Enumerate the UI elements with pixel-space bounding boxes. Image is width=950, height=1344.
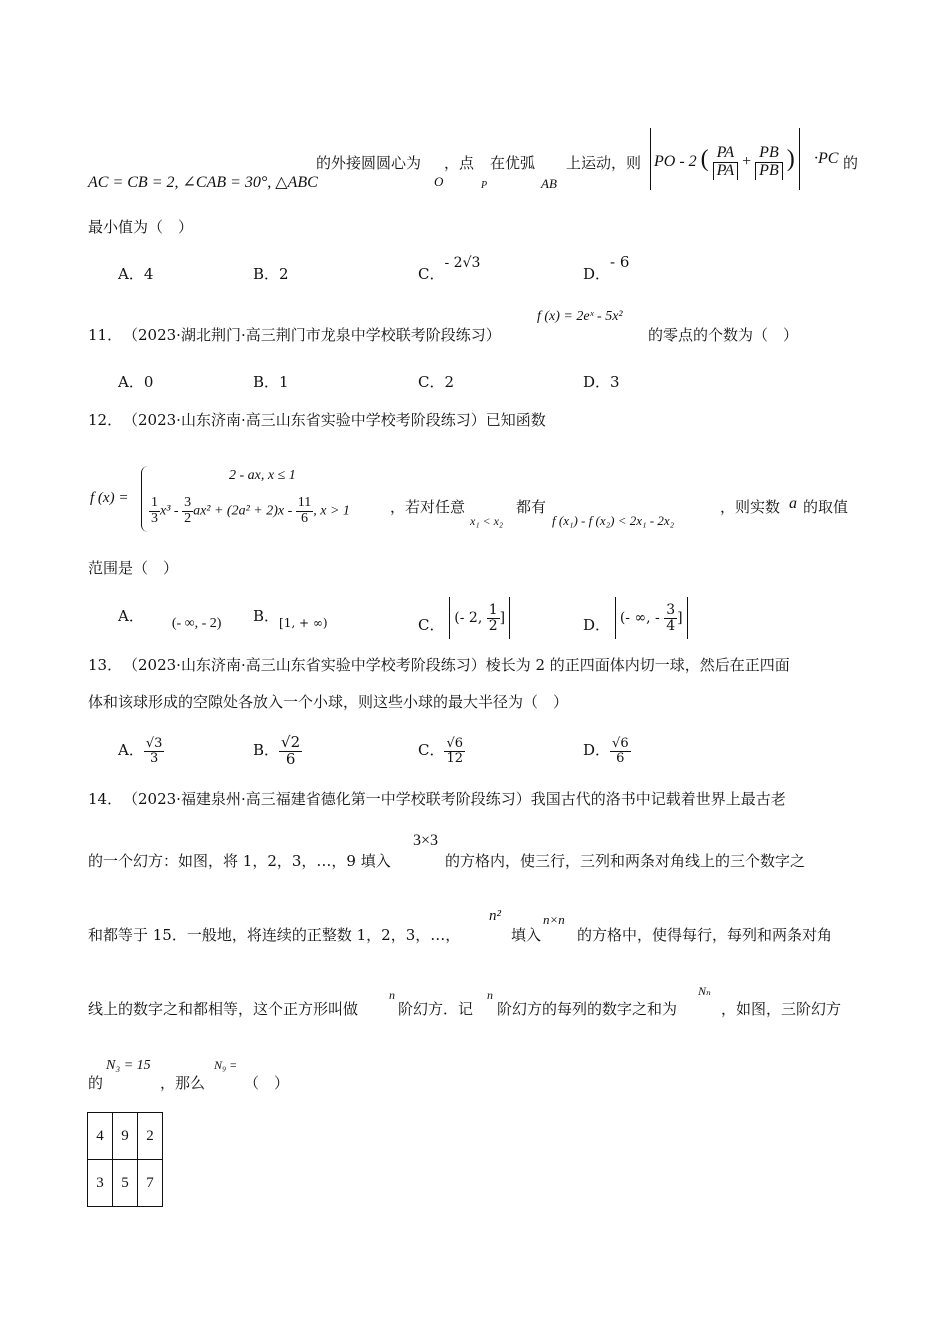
q12-var-a: a: [789, 495, 797, 512]
q12-text-4: 的取值: [803, 498, 849, 516]
q10-line-2: 最小值为（ ）: [88, 218, 194, 236]
q10-text-3: 在优弧: [490, 154, 536, 172]
q14-N-9: N₉ =: [214, 1058, 238, 1072]
q10-option-d[interactable]: D．- 6: [583, 253, 630, 283]
table-cell: 2: [138, 1113, 163, 1160]
q13-line-1: （2023·山东济南·高三山东省实验中学校考阶段练习）棱长为 2 的正四面体内切一球，然后在正四面: [123, 656, 790, 674]
q12-source: （2023·山东济南·高三山东省实验中学校考阶段练习）已知函数: [123, 411, 546, 429]
q14-line-1: （2023·福建泉州·高三福建省德化第一中学校联考阶段练习）我国古代的洛书中记载着世界上最古老: [123, 790, 786, 808]
q12-case-2: $\frac{1}{3}$ x³ - $\frac{3}{2}$ ax² + (2a² + 2)x - $\frac{11}{6}$ , x > 1: [151, 495, 350, 526]
q12-option-d[interactable]: D． (- ∞, - $\frac{3}{4}$ ]: [583, 605, 688, 647]
q12-line-2: 范围是（ ）: [88, 559, 179, 577]
q13-line-2: 体和该球形成的空隙处各放入一个小球，则这些小球的最大半径为（ ）: [88, 693, 569, 711]
q14-line-4a: 线上的数字之和都相等，这个正方形叫做: [88, 1000, 359, 1018]
q11-text: 的零点的个数为（ ）: [648, 326, 799, 344]
q10-expr-plus: +: [742, 153, 752, 170]
q12-number: 12．: [88, 411, 123, 429]
q11-source: （2023·湖北荆门·高三荆门市龙泉中学校联考阶段练习）: [123, 326, 501, 344]
magic-square-table: [87, 1112, 163, 1207]
q10-option-b[interactable]: B．2: [253, 265, 289, 283]
q14-line-4d: ，如图，三阶幻方: [721, 1000, 842, 1018]
q11-option-d[interactable]: D．3: [583, 373, 620, 391]
q14-N-3: N₃ = 15: [106, 1058, 151, 1073]
q10-text-5: 的: [843, 154, 859, 172]
q10-text-1: 的外接圆圆心为: [316, 154, 422, 172]
q14-n-squared: n²: [489, 908, 501, 924]
q11-option-c[interactable]: C．2: [418, 373, 455, 391]
q14-n-2: n: [487, 988, 493, 1002]
q10-expr-po: PO - 2: [654, 153, 697, 170]
q13-option-c[interactable]: C． $\frac{√6}{12}$: [418, 735, 464, 766]
q10-text-4: 上运动，则: [566, 154, 642, 172]
q10-vector-expression: PO - 2 ( $\frac{PA}{PA}$ + $\frac{PB}{PB}$ ): [650, 128, 800, 190]
q12-inequality: f (x₁) - f (x₂) < 2x₁ - 2x₂: [552, 513, 675, 528]
q11-number: 11．: [88, 326, 123, 344]
table-cell: 9: [113, 1113, 138, 1160]
q10-expr-pa: PA: [713, 145, 738, 163]
q10-arc-ab: AB: [541, 176, 557, 191]
q10-option-c[interactable]: C．- 2√3: [418, 255, 481, 283]
q12-option-a[interactable]: A． (- ∞, - 2): [118, 607, 222, 631]
q13-number: 13．: [88, 656, 123, 674]
table-row: [88, 1160, 163, 1207]
q11-option-a[interactable]: A．0: [118, 373, 154, 391]
q14-line-5a: 的: [88, 1074, 104, 1092]
q14-n-by-n: n×n: [543, 912, 565, 927]
table-cell: 3: [88, 1160, 113, 1207]
q10-expr-pb: PB: [755, 145, 783, 163]
q13-option-d[interactable]: D． $\frac{√6}{6}$: [583, 735, 629, 766]
q10-condition: AC = CB = 2, ∠CAB = 30°, △ABC: [88, 174, 318, 191]
q14-grid-3x3: 3×3: [413, 832, 439, 849]
table-cell: 5: [113, 1160, 138, 1207]
q14-line-5b: ，那么: [160, 1074, 206, 1092]
q12-text-2: 都有: [516, 498, 547, 516]
q12-case-1: 2 - ax, x ≤ 1: [229, 468, 296, 483]
q10-text-2: ，点: [444, 154, 475, 172]
q14-line-3a: 和都等于 15．一般地，将连续的正整数 1，2，3，…，: [88, 926, 461, 944]
q14-line-2a: 的一个幻方：如图，将 1，2，3，…，9 填入: [88, 852, 391, 870]
q14-line-3c: 的方格中，使得每行，每列和两条对角: [577, 926, 833, 944]
q10-expr-pc: ·PC: [814, 150, 839, 167]
q12-text-3: ，则实数: [720, 498, 781, 516]
q14-line-4c: 阶幻方的每列的数字之和为: [497, 1000, 678, 1018]
q13-option-a[interactable]: A． $\frac{√3}{3}$: [118, 735, 163, 766]
q12-piecewise-brace: [141, 466, 148, 532]
q12-option-c[interactable]: C． (- 2, $\frac{1}{2}$ ]: [418, 605, 510, 647]
q10-expr-abs-pa: PA: [713, 163, 738, 180]
q14-N-n: Nₙ: [698, 984, 711, 998]
table-cell: 7: [138, 1160, 163, 1207]
table-row: [88, 1113, 163, 1160]
q14-line-5c: （ ）: [244, 1074, 290, 1092]
q11-formula: f (x) = 2eˣ - 5x²: [537, 309, 623, 324]
q14-n-1: n: [389, 988, 395, 1002]
q14-line-3b: 填入: [511, 926, 542, 944]
q12-text-1: ，若对任意: [390, 498, 466, 516]
q14-line-2b: 的方格内，使三行，三列和两条对角线上的三个数字之: [445, 852, 806, 870]
q12-cond-x: x₁ < x₂: [470, 514, 504, 528]
q12-option-b[interactable]: B．$_{[1, + \infty)}$: [253, 607, 328, 630]
q10-option-a[interactable]: A．4: [118, 265, 154, 283]
q14-line-4b: 阶幻方．记: [398, 1000, 474, 1018]
q10-point-p: P: [481, 180, 488, 191]
q14-number: 14．: [88, 790, 123, 808]
q12-func-lhs: f (x) =: [90, 490, 129, 506]
q10-expr-abs-pb: PB: [755, 163, 783, 180]
q11-option-b[interactable]: B．1: [253, 373, 289, 391]
table-cell: 4: [88, 1113, 113, 1160]
q10-point-o: O: [434, 174, 444, 189]
q13-option-b[interactable]: B． $\frac{√2}{6}$: [253, 732, 301, 768]
